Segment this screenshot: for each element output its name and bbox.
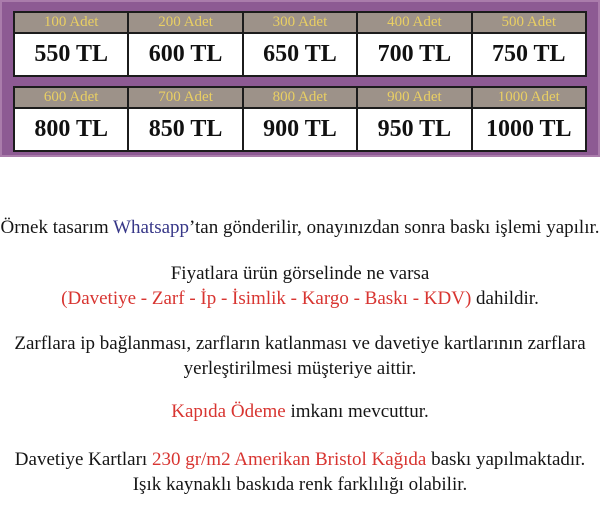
- note-text: Örnek tasarım: [0, 217, 114, 238]
- note-text: dahildir.: [471, 288, 539, 309]
- price-cell: 650 TL: [243, 33, 357, 76]
- note-text: Işık kaynaklı baskıda renk farklılığı olabilir.: [132, 474, 468, 495]
- price-cell: 600 TL: [128, 33, 242, 76]
- note-text: yerleştirilmesi müşteriye aittir.: [183, 358, 417, 379]
- price-table-1: [13, 11, 587, 77]
- price-cell: 1000 TL: [472, 108, 586, 151]
- price-cell: 750 TL: [472, 33, 586, 76]
- note-price-includes: [0, 261, 600, 311]
- note-cash-on-delivery: [0, 399, 600, 424]
- note-text: Davetiye Kartları: [14, 449, 152, 470]
- qty-header-cell: 500 Adet: [472, 12, 586, 33]
- price-cell: 950 TL: [357, 108, 471, 151]
- price-table-2: [13, 86, 587, 152]
- notes-section: [0, 215, 600, 497]
- price-cell: 850 TL: [128, 108, 242, 151]
- note-text: baskı yapılmaktadır.: [426, 449, 586, 470]
- price-cell: 900 TL: [243, 108, 357, 151]
- note-text: Fiyatlara ürün görselinde ne varsa: [170, 263, 430, 284]
- red-highlight-text: (Davetiye - Zarf - İp - İsimlik - Kargo - Baskı - KDV): [61, 288, 472, 309]
- note-design-approval: [0, 215, 600, 240]
- note-text: ’tan gönderilir, onayınızdan sonra baskı işlemi yapılır.: [189, 217, 600, 238]
- price-cell: 700 TL: [357, 33, 471, 76]
- qty-header-cell: 200 Adet: [128, 12, 242, 33]
- qty-header-cell: 300 Adet: [243, 12, 357, 33]
- price-cell: 550 TL: [14, 33, 128, 76]
- note-paper-quality: [0, 447, 600, 497]
- qty-header-cell: 1000 Adet: [472, 87, 586, 108]
- qty-header-cell: 900 Adet: [357, 87, 471, 108]
- qty-header-cell: 700 Adet: [128, 87, 242, 108]
- qty-header-cell: 600 Adet: [14, 87, 128, 108]
- whatsapp-text: Whatsapp: [113, 217, 190, 238]
- qty-header-cell: 800 Adet: [243, 87, 357, 108]
- quantity-header-row: [14, 87, 586, 108]
- qty-header-cell: 400 Adet: [357, 12, 471, 33]
- pricing-band: [0, 0, 600, 157]
- note-customer-assembly: [0, 331, 600, 381]
- price-cell: 800 TL: [14, 108, 128, 151]
- qty-header-cell: 100 Adet: [14, 12, 128, 33]
- red-highlight-text: Kapıda Ödeme: [171, 401, 286, 422]
- price-row: [14, 108, 586, 151]
- red-highlight-text: 230 gr/m2 Amerikan Bristol Kağıda: [151, 449, 427, 470]
- quantity-header-row: [14, 12, 586, 33]
- note-text: Zarflara ip bağlanması, zarfların katlanması ve davetiye kartlarının zarflara: [14, 333, 586, 354]
- note-text: imkanı mevcuttur.: [285, 401, 429, 422]
- price-row: [14, 33, 586, 76]
